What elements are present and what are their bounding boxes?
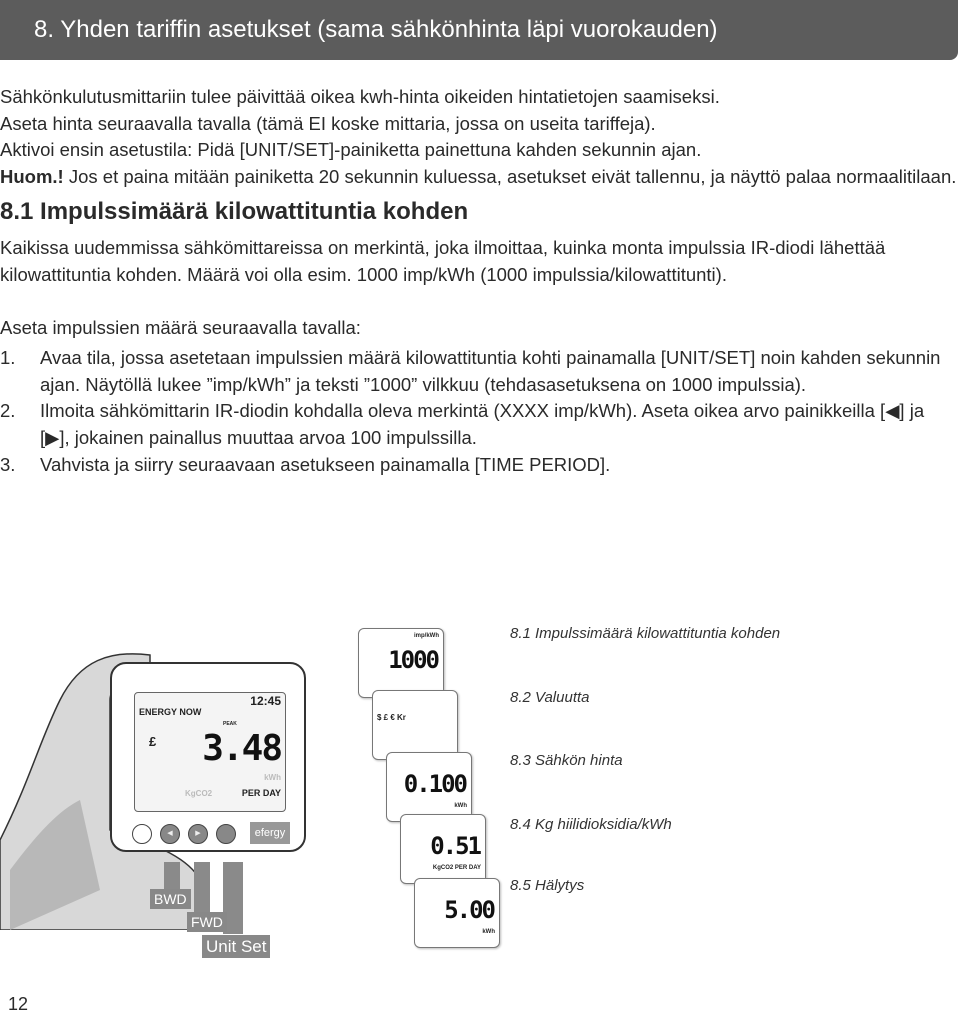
forward-button[interactable]: ▶ <box>188 824 208 844</box>
caption: 8.1 Impulssimäärä kilowattituntia kohden <box>510 625 781 642</box>
energy-now-label: ENERGY NOW <box>139 707 202 717</box>
step-item <box>0 398 958 451</box>
screen-impulses <box>358 628 444 698</box>
back-button[interactable]: ◀ <box>160 824 180 844</box>
caption: 8.4 Kg hiilidioksidia/kWh <box>510 816 672 833</box>
step-text: Avaa tila, jossa asetetaan impulssien määrä kilowattituntia kohti painamalla [UNIT/SET] noin kahden sekunnin ajan. Näytöllä lukee ”imp/kWh” ja teksti ”1000” vilkkuu (tehdasasetuksena on 1000 impulssia). <box>40 347 941 395</box>
bwd-label: BWD <box>150 889 191 909</box>
note <box>0 164 958 191</box>
energy-reading: 3.48 <box>202 728 281 769</box>
section-header <box>0 0 958 60</box>
screen-value: 0.100 <box>403 770 466 798</box>
per-day-label: PER DAY <box>241 788 281 798</box>
screen-unit: kWh <box>454 803 467 809</box>
step-text: Vahvista ja siirry seuraavaan asetukseen painamalla [TIME PERIOD]. <box>40 453 611 475</box>
screen-value: 5.00 <box>444 896 494 924</box>
step-number: 1. <box>0 347 16 369</box>
caption: 8.3 Sähkön hinta <box>510 752 623 769</box>
lcd-display <box>134 692 286 812</box>
screen-value: 0.51 <box>430 832 480 860</box>
currency-symbol: £ <box>149 734 157 749</box>
steps-intro: Aseta impulssien määrä seuraavalla tavalla: <box>0 316 361 338</box>
peak-indicator: PEAK <box>223 721 237 727</box>
brand-logo: efergy <box>250 822 290 844</box>
unit-set-button[interactable] <box>216 824 236 844</box>
unit-set-label: Unit Set <box>202 935 270 958</box>
screen-value: 1000 <box>388 646 438 674</box>
section-title: 8. Yhden tariffin asetukset (sama sähkönhinta läpi vuorokauden) <box>34 16 718 43</box>
step-number: 2. <box>0 400 16 422</box>
fwd-label: FWD <box>187 912 227 932</box>
clock-readout: 12:45 <box>250 694 281 708</box>
step-text: Ilmoita sähkömittarin IR-diodin kohdalla oleva merkintä (XXXX imp/kWh). Aseta oikea arvo painikkeilla [◀] ja [▶], jokainen painallus muuttaa arvoa 100 impulssilla. <box>40 400 925 448</box>
screen-co2 <box>400 814 486 884</box>
intro-line: Aseta hinta seuraavalla tavalla (tämä EI koske mittaria, jossa on useita tariffeja). <box>0 112 656 134</box>
co2-unit: KgCO2 <box>185 789 213 798</box>
note-label: Huom.! <box>0 165 64 187</box>
fwd-arrow-icon <box>194 862 210 912</box>
intro-text <box>0 84 958 190</box>
time-period-button[interactable] <box>132 824 152 844</box>
screen-unit: imp/kWh <box>414 633 439 639</box>
screen-value: $ £ € Kr <box>377 713 406 722</box>
screen-unit: kWh <box>482 929 495 935</box>
page-number: 12 <box>8 994 29 1014</box>
body-text <box>0 84 958 478</box>
screen-unit: KgCO2 PER DAY <box>432 865 481 871</box>
subsection-paragraph: Kaikissa uudemmissa sähkömittareissa on merkintä, joka ilmoittaa, kuinka monta impulssia IR-diodi lähettää kilowattituntia kohden. Määrä voi olla esim. 1000 imp/kWh (1000 impulssia/kilowattitunti). <box>0 237 886 285</box>
bwd-arrow-icon <box>164 862 180 890</box>
step-item <box>0 452 958 479</box>
screen-alarm <box>414 878 500 948</box>
note-text: Jos et paina mitään painiketta 20 sekunnin kuluessa, asetukset eivät tallennu, ja näyttö palaa normaalitilaan. <box>63 165 957 187</box>
screen-currency <box>372 690 458 760</box>
caption: 8.5 Hälytys <box>510 877 585 894</box>
intro-line: Aktivoi ensin asetustila: Pidä [UNIT/SET]-painiketta painettuna kahden sekunnin ajan. <box>0 139 702 161</box>
step-item <box>0 345 958 398</box>
kwh-unit: kWh <box>264 773 281 782</box>
screen-price <box>386 752 472 822</box>
intro-line: Sähkönkulutusmittariin tulee päivittää oikea kwh-hinta oikeiden hintatietojen saamiseksi. <box>0 86 720 107</box>
step-number: 3. <box>0 453 16 475</box>
energy-monitor-device <box>110 662 306 852</box>
caption: 8.2 Valuutta <box>510 689 590 706</box>
subsection-title: 8.1 Impulssimäärä kilowattituntia kohden <box>0 198 469 226</box>
